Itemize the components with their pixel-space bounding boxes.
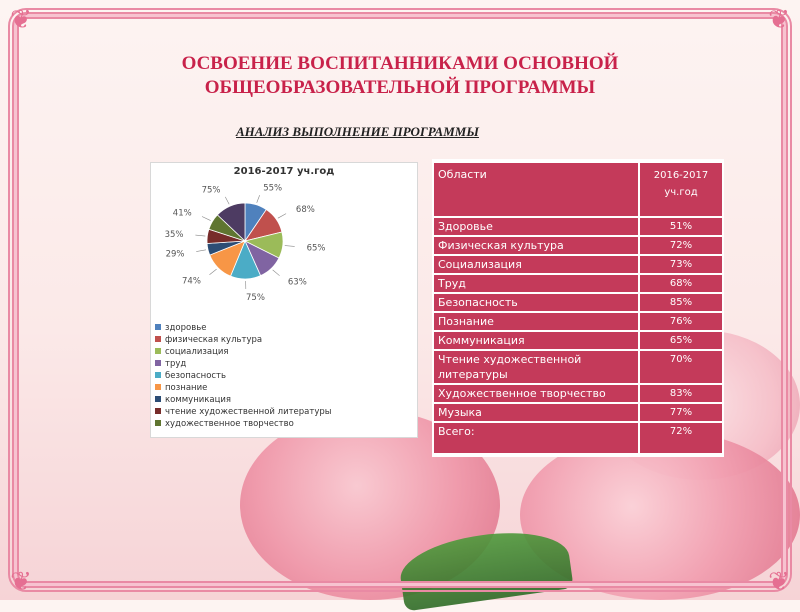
legend-swatch bbox=[155, 360, 161, 366]
pie-chart bbox=[151, 163, 419, 323]
legend-swatch bbox=[155, 396, 161, 402]
row-value: 72% bbox=[638, 237, 722, 254]
slice-label: 29% bbox=[166, 249, 185, 259]
slice-leader-line bbox=[195, 235, 205, 236]
legend-swatch bbox=[155, 420, 161, 426]
legend-swatch bbox=[155, 408, 161, 414]
table-row bbox=[434, 404, 722, 421]
table-total-row bbox=[434, 423, 722, 453]
table-row bbox=[434, 294, 722, 311]
chart-title: 2016-2017 уч.год bbox=[151, 166, 417, 177]
page-title bbox=[0, 52, 800, 100]
row-value: 70% bbox=[638, 351, 722, 383]
title-line-1: ОСВОЕНИЕ ВОСПИТАННИКАМИ ОСНОВНОЙ bbox=[0, 52, 800, 76]
table-row bbox=[434, 256, 722, 273]
legend-label: безопасность bbox=[165, 371, 226, 381]
table-row bbox=[434, 351, 722, 383]
legend-item bbox=[155, 323, 417, 335]
total-value: 72% bbox=[638, 423, 722, 453]
row-area: Физическая культура bbox=[434, 237, 638, 254]
legend-swatch bbox=[155, 336, 161, 342]
legend-label: труд bbox=[165, 359, 186, 369]
title-line-2: ОБЩЕОБРАЗОВАТЕЛЬНОЙ ПРОГРАММЫ bbox=[0, 76, 800, 100]
pie-chart-panel bbox=[150, 162, 418, 438]
slice-leader-line bbox=[257, 195, 260, 203]
ornament-icon: ❦ bbox=[764, 566, 794, 596]
slice-leader-line bbox=[225, 197, 229, 204]
legend-label: здоровье bbox=[165, 323, 206, 333]
legend-swatch bbox=[155, 324, 161, 330]
row-area: Познание bbox=[434, 313, 638, 330]
table-row bbox=[434, 218, 722, 235]
table-row bbox=[434, 313, 722, 330]
row-area: Коммуникация bbox=[434, 332, 638, 349]
results-table bbox=[432, 159, 724, 457]
slice-label: 75% bbox=[246, 293, 265, 303]
legend-swatch bbox=[155, 348, 161, 354]
slice-leader-line bbox=[202, 216, 211, 220]
legend-swatch bbox=[155, 384, 161, 390]
legend-item bbox=[155, 371, 417, 383]
slice-leader-line bbox=[209, 269, 216, 275]
table-row bbox=[434, 275, 722, 292]
legend-label: коммуникация bbox=[165, 395, 231, 405]
table-row bbox=[434, 332, 722, 349]
legend-item bbox=[155, 395, 417, 407]
legend-label: художественное творчество bbox=[165, 419, 294, 429]
header-year-line-2: уч.год bbox=[644, 184, 718, 201]
table-header-row bbox=[434, 163, 722, 216]
slice-label: 63% bbox=[288, 277, 307, 287]
legend-item bbox=[155, 419, 417, 431]
row-area: Музыка bbox=[434, 404, 638, 421]
row-area: Художественное творчество bbox=[434, 385, 638, 402]
slice-label: 35% bbox=[165, 230, 184, 240]
slice-label: 68% bbox=[296, 205, 315, 215]
legend-item bbox=[155, 383, 417, 395]
page-subtitle: АНАЛИЗ ВЫПОЛНЕНИЕ ПРОГРАММЫ bbox=[236, 124, 479, 140]
slice-label: 75% bbox=[202, 186, 221, 196]
row-area: Социализация bbox=[434, 256, 638, 273]
row-area: Безопасность bbox=[434, 294, 638, 311]
slice-label: 55% bbox=[263, 183, 282, 193]
slice-leader-line bbox=[278, 214, 286, 219]
slice-label: 41% bbox=[173, 208, 192, 218]
header-area: Области bbox=[434, 163, 638, 216]
table-row bbox=[434, 385, 722, 402]
legend-swatch bbox=[155, 372, 161, 378]
ornament-icon: ❦ bbox=[6, 566, 36, 596]
row-value: 51% bbox=[638, 218, 722, 235]
ornament-icon: ❦ bbox=[764, 4, 794, 34]
legend-label: чтение художественной литературы bbox=[165, 407, 331, 417]
legend-label: социализация bbox=[165, 347, 229, 357]
slice-leader-line bbox=[273, 270, 280, 276]
legend-item bbox=[155, 335, 417, 347]
slice-label: 65% bbox=[307, 243, 326, 253]
legend-item bbox=[155, 359, 417, 371]
legend-label: познание bbox=[165, 383, 207, 393]
header-year bbox=[638, 163, 722, 216]
slice-leader-line bbox=[196, 250, 206, 252]
row-value: 85% bbox=[638, 294, 722, 311]
row-value: 73% bbox=[638, 256, 722, 273]
row-area: Труд bbox=[434, 275, 638, 292]
row-value: 77% bbox=[638, 404, 722, 421]
table-row bbox=[434, 237, 722, 254]
row-value: 65% bbox=[638, 332, 722, 349]
ornament-icon: ❦ bbox=[6, 4, 36, 34]
row-area: Чтение художественной литературы bbox=[434, 351, 638, 383]
row-value: 68% bbox=[638, 275, 722, 292]
legend-item bbox=[155, 407, 417, 419]
legend-item bbox=[155, 347, 417, 359]
row-value: 83% bbox=[638, 385, 722, 402]
slice-leader-line bbox=[285, 246, 295, 247]
legend-label: физическая культура bbox=[165, 335, 262, 345]
total-label: Всего: bbox=[434, 423, 638, 453]
chart-legend bbox=[155, 323, 417, 431]
slice-label: 74% bbox=[182, 276, 201, 286]
header-year-line-1: 2016-2017 bbox=[644, 167, 718, 184]
row-value: 76% bbox=[638, 313, 722, 330]
row-area: Здоровье bbox=[434, 218, 638, 235]
